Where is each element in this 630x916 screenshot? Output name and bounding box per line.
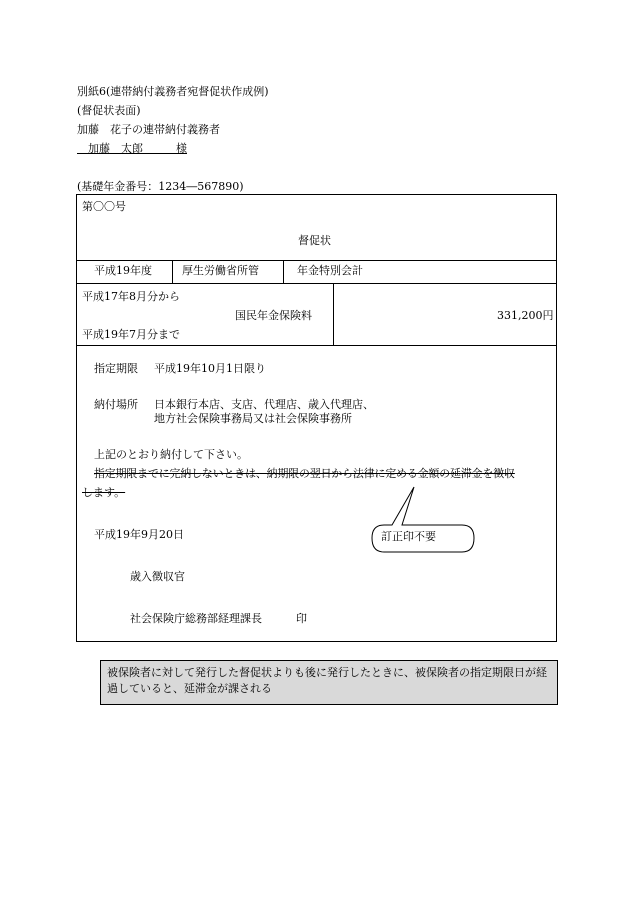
- issuer: 社会保険庁総務部経理課長: [130, 612, 262, 625]
- notice-number: 第〇〇号: [82, 200, 126, 213]
- callout-text: 訂正印不要: [381, 530, 436, 543]
- principal-debtor-line: 加藤 花子の連帯納付義務者: [77, 123, 220, 136]
- period-from: 平成17年8月分から: [82, 290, 180, 303]
- place-line-1: 日本銀行本店、支店、代理店、歳入代理店、: [154, 398, 374, 411]
- struck-line-2: します。: [82, 486, 126, 499]
- officer-title: 歳入徴収官: [130, 570, 185, 583]
- issue-date: 平成19年9月20日: [94, 528, 184, 541]
- fiscal-year: 平成19年度: [94, 264, 152, 277]
- document-label: 別紙6(連帯納付義務者宛督促状作成例): [77, 85, 269, 98]
- place-line-2: 地方社会保険事務局又は社会保険事務所: [154, 412, 352, 425]
- notice-title: 督促状: [298, 234, 331, 247]
- divider-1: [76, 260, 557, 261]
- divider-3: [76, 345, 557, 346]
- deadline-value: 平成19年10月1日限り: [154, 362, 266, 375]
- struck-line-1: 指定期限までに完納しないときは、納期限の翌日から法律に定める金額の延滞金を徴収: [94, 467, 515, 480]
- addressee: 加藤 太郎 様: [77, 142, 187, 155]
- pension-number: (基礎年金番号：1234―567890): [77, 180, 244, 193]
- account: 年金特別会計: [297, 264, 363, 277]
- document-subtitle: (督促状表面): [77, 104, 141, 117]
- callout-bubble: [370, 485, 480, 555]
- fee-item: 国民年金保険料: [235, 309, 312, 322]
- instruction: 上記のとおり納付して下さい。: [94, 448, 248, 461]
- place-label: 納付場所: [94, 398, 138, 411]
- ministry: 厚生労働省所管: [182, 264, 259, 277]
- period-to: 平成19年7月分まで: [82, 328, 180, 341]
- col-divider-2: [283, 260, 284, 283]
- divider-2: [76, 283, 557, 284]
- deadline-label: 指定期限: [94, 362, 138, 375]
- seal: 印: [296, 612, 307, 625]
- col-divider-1: [172, 260, 173, 283]
- explanatory-note: 被保険者に対して発行した督促状よりも後に発行したときに、被保険者の指定期限日が経過していると、延滞金が課される: [100, 660, 558, 705]
- col-divider-3: [333, 283, 334, 345]
- amount: 331,200円: [497, 309, 554, 322]
